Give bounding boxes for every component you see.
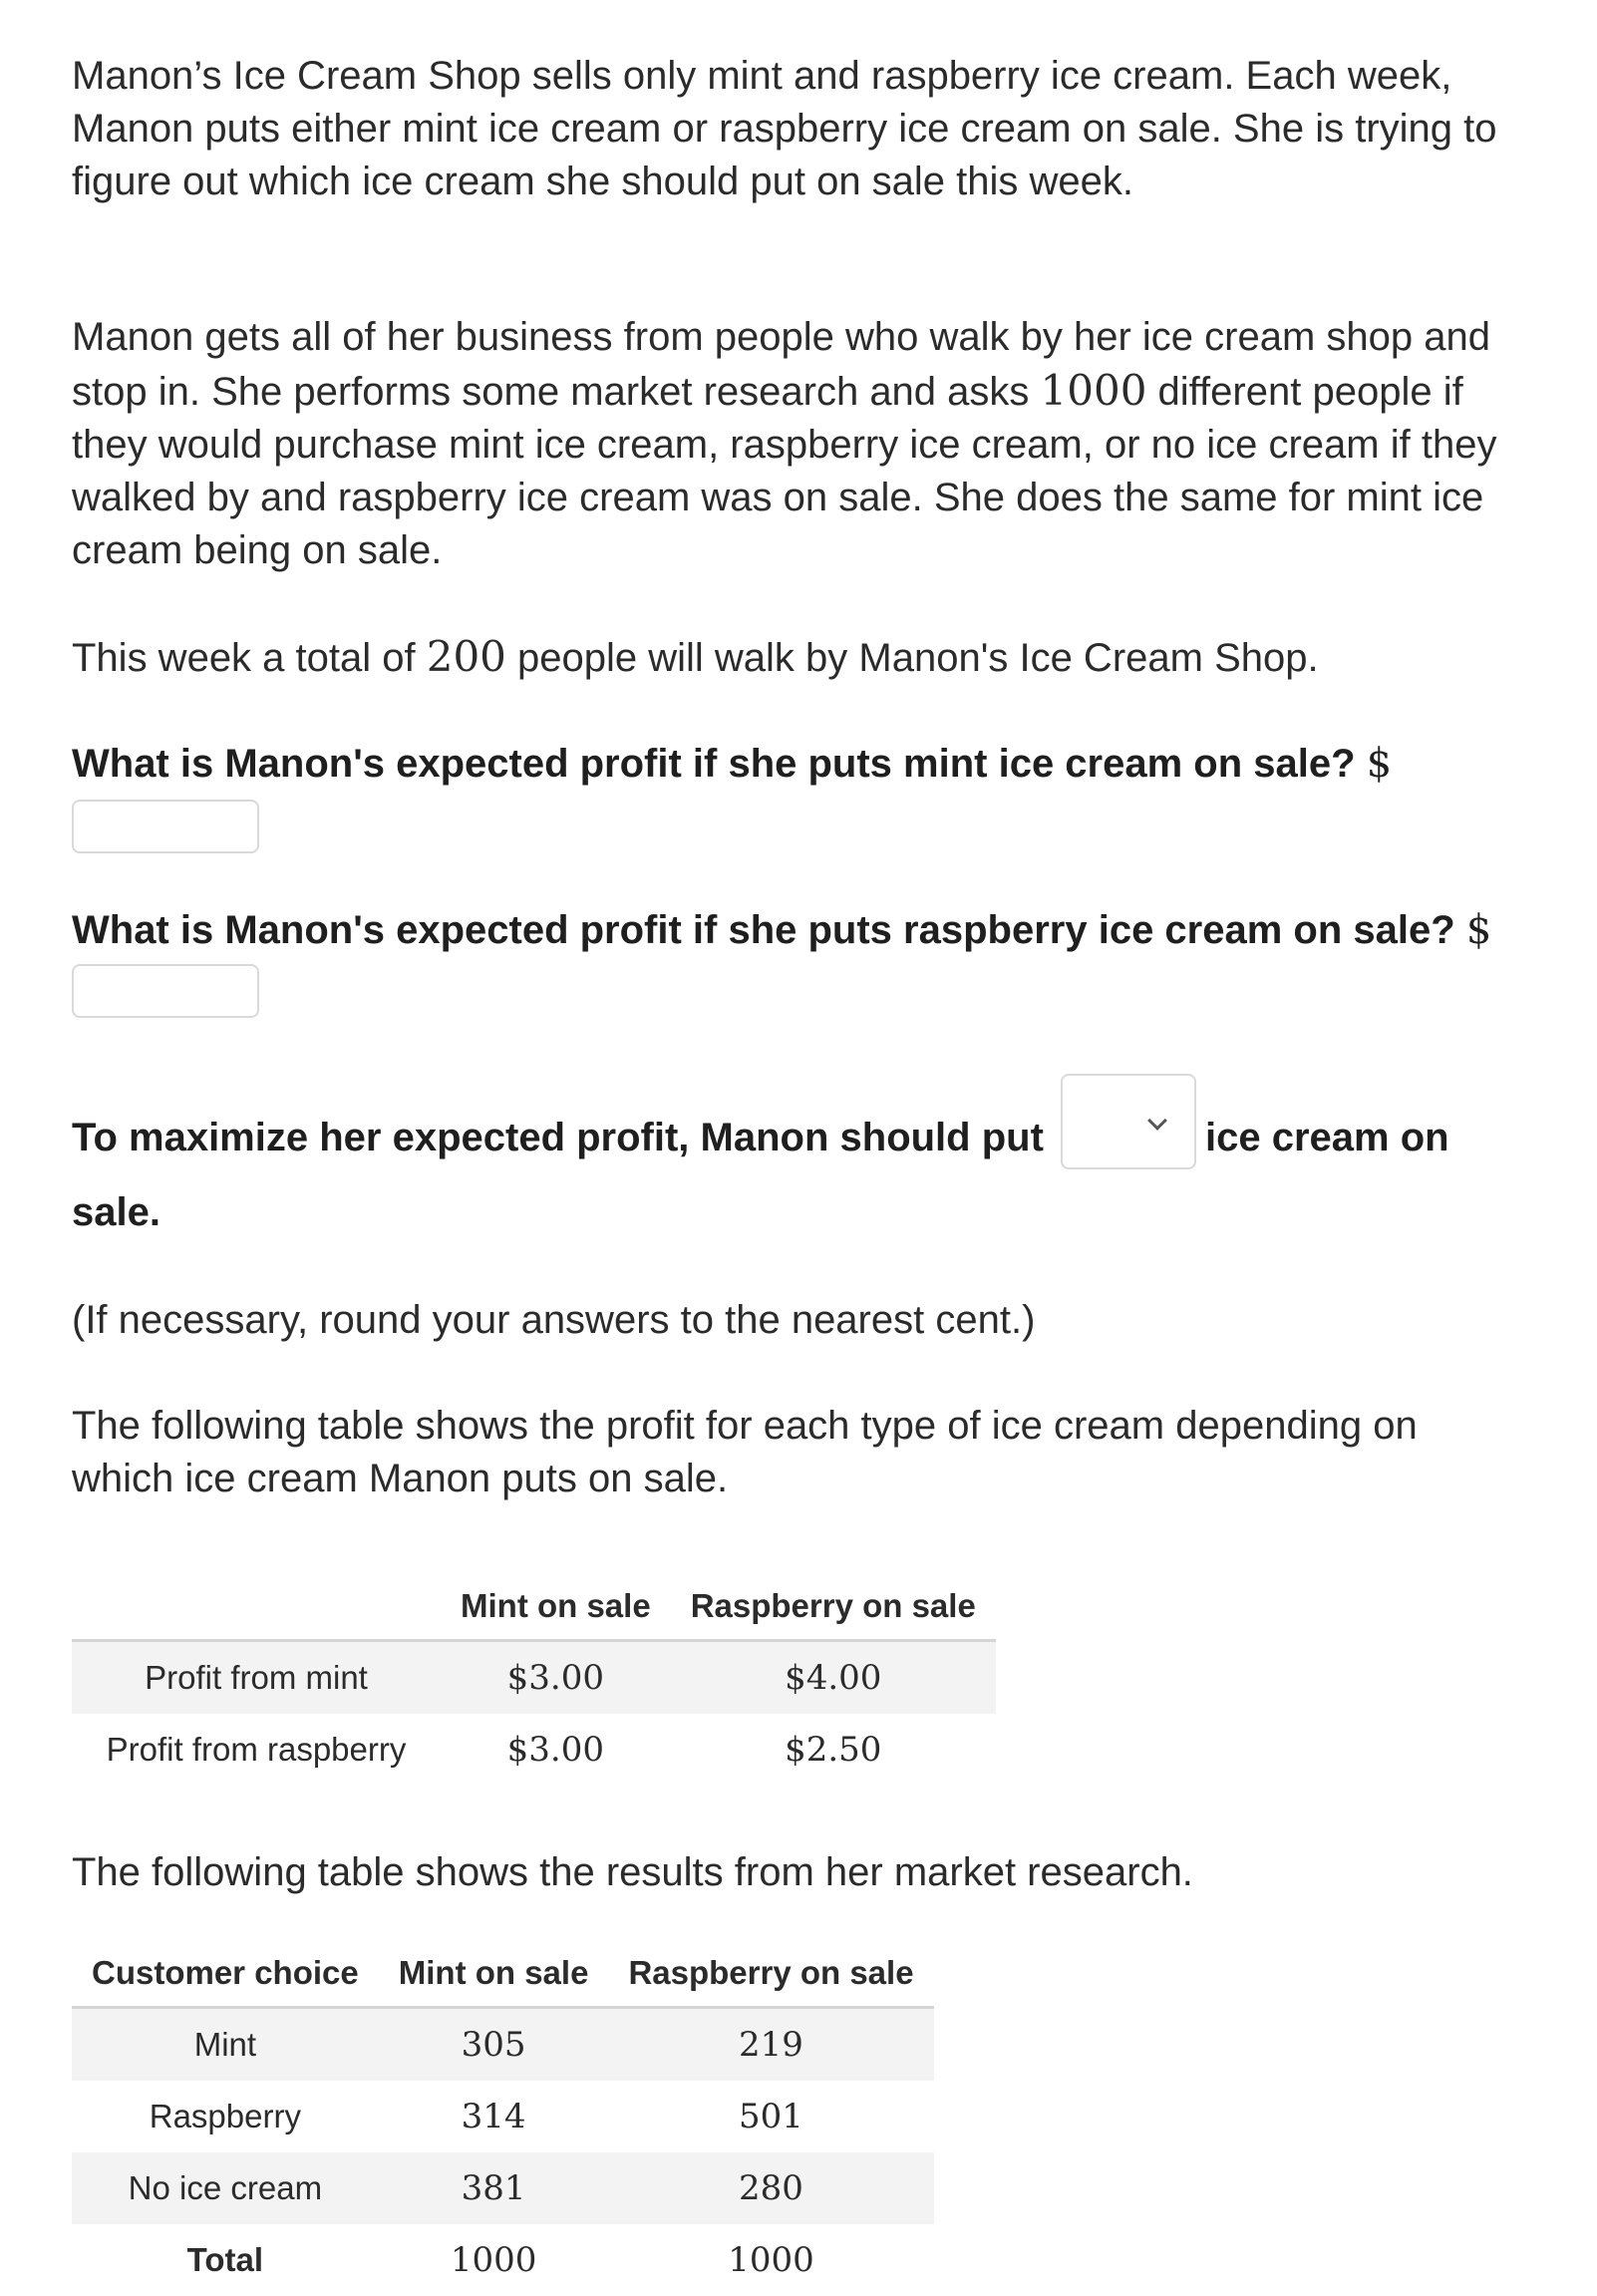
paragraph-2-text-b: different people if they would purchase mint ice cream, raspberry ice cream, or no ice cream if they walked by and raspberry ice cream was on sale. She does the same for mint ice cream being on sale. [72, 370, 1497, 572]
table-header-row [72, 1573, 996, 1641]
profit-table-intro: The following table shows the profit for each type of ice cream depending on which ice cream Manon puts on sale. [72, 1404, 1418, 1500]
intro-paragraph-1: Manon’s Ice Cream Shop sells only mint and raspberry ice cream. Each week, Manon puts either mint ice cream or raspberry ice cream on sale. She is trying to figure out which ice cream she should put on sale this week. [72, 54, 1497, 203]
table-cell: $4.00 [671, 1641, 996, 1715]
survey-count: 1000 [1040, 366, 1147, 415]
table-row [72, 1641, 996, 1715]
profit-table [72, 1573, 996, 1786]
table-cell: 1000 [728, 2240, 814, 2280]
table-cell: $3.00 [506, 1730, 605, 1770]
table-cell: $2.50 [785, 1730, 882, 1770]
walkby-count: 200 [426, 632, 506, 681]
question-mint-profit [72, 738, 1392, 791]
table-header-cell [72, 1573, 441, 1641]
row-label: Raspberry [149, 2098, 301, 2134]
raspberry-profit-input[interactable] [72, 964, 259, 1018]
table-cell: 1000 [450, 2240, 537, 2280]
row-label: Total [186, 2241, 264, 2278]
research-table [72, 1940, 934, 2296]
table-row [72, 2081, 934, 2152]
table-row [72, 2224, 934, 2296]
table-header-cell: Raspberry on sale [608, 1940, 933, 2008]
table-cell: 305 [379, 2008, 609, 2082]
intro-paragraph-3 [72, 630, 1319, 685]
row-label: No ice cream [72, 2152, 379, 2224]
row-label: Profit from raspberry [106, 1731, 407, 1768]
question-mint-text: What is Manon's expected profit if she puts mint ice cream on sale? [72, 742, 1356, 786]
table-row [72, 2152, 934, 2224]
table-cell: 314 [461, 2097, 526, 2136]
table-header-cell: Mint on sale [441, 1573, 671, 1641]
table-cell: $3.00 [441, 1641, 671, 1715]
table-row [72, 1714, 996, 1786]
currency-symbol: $ [1366, 741, 1393, 787]
row-label: Profit from mint [72, 1641, 441, 1715]
table-header-cell: Raspberry on sale [671, 1573, 996, 1641]
ice-cream-choice-dropdown[interactable] [1061, 1074, 1196, 1169]
table-cell: 219 [608, 2008, 933, 2082]
table-cell: 501 [739, 2097, 803, 2136]
row-label: Mint [72, 2008, 379, 2082]
table-cell: 280 [608, 2152, 933, 2224]
rounding-note: (If necessary, round your answers to the nearest cent.) [72, 1298, 1036, 1342]
intro-paragraph-2 [72, 311, 1527, 577]
currency-symbol: $ [1465, 907, 1492, 953]
question-maximize-suffix: ice cream on [1205, 1116, 1449, 1159]
table-header-cell: Mint on sale [379, 1940, 609, 2008]
question-raspberry-text: What is Manon's expected profit if she puts raspberry ice cream on sale? [72, 908, 1455, 952]
table-header-cell: Customer choice [72, 1940, 379, 2008]
paragraph-3-text-a: This week a total of [72, 636, 427, 680]
paragraph-3-text-b: people will walk by Manon's Ice Cream Shop. [505, 636, 1319, 680]
table-row [72, 2008, 934, 2082]
mint-profit-input[interactable] [72, 800, 259, 853]
question-maximize-end: sale. [72, 1190, 160, 1234]
chevron-down-icon [1147, 1111, 1167, 1131]
table-cell: 381 [379, 2152, 609, 2224]
paragraph-2-text-a: Manon gets all of her business from people who walk by her ice cream shop and stop in. She performs some market research and asks [72, 315, 1490, 414]
question-maximize-prefix: To maximize her expected profit, Manon should put [72, 1116, 1044, 1159]
research-table-intro: The following table shows the results from her market research. [72, 1850, 1193, 1894]
question-raspberry-profit [72, 904, 1491, 957]
table-header-row [72, 1940, 934, 2008]
